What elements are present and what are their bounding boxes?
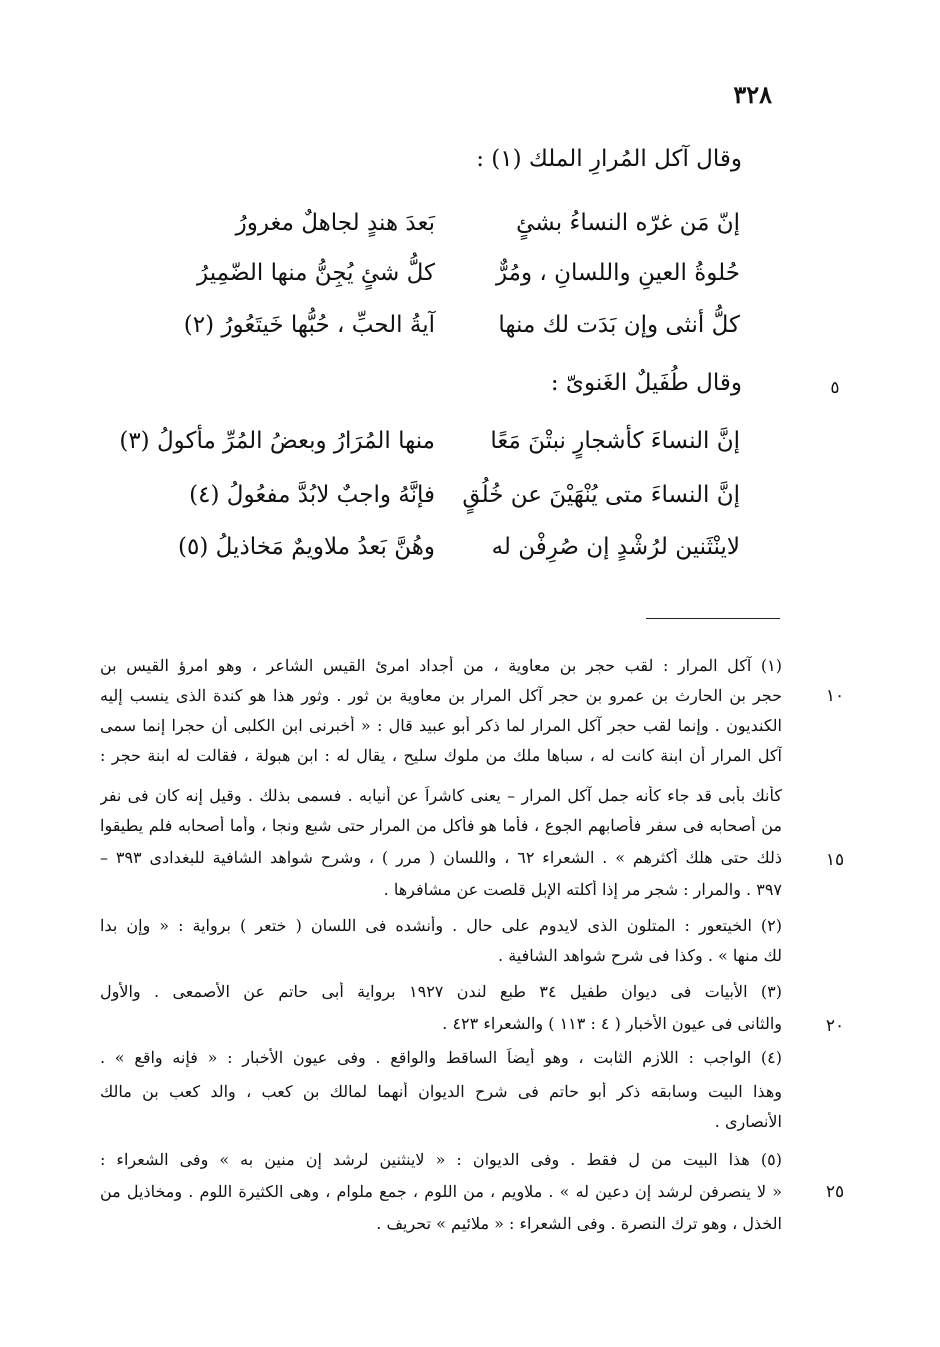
- verse-3: [120, 312, 740, 352]
- verse-4: [120, 428, 740, 468]
- verse-2: [120, 260, 740, 300]
- line-number-25: ٢٥: [825, 1182, 845, 1202]
- line-number-10: ١٠: [825, 686, 845, 706]
- verse-5: [120, 482, 740, 522]
- verse-4-first-hemistich: إنَّ النساءَ كأشجارٍ نبتْنَ مَعًا: [490, 428, 740, 454]
- line-number-15: ١٥: [825, 850, 845, 870]
- verse-2-first-hemistich: حُلوةُ العينِ واللسانِ ، ومُرٌّ: [495, 260, 740, 286]
- footnote-line: وهذا البيت وسابقه ذكر أبو حاتم فى شرح الديوان أنهما لمالك بن كعب ، والد كعب بن مالك: [100, 1082, 782, 1101]
- footnote-line: آكل المرار أن ابنة كانت له ، سباها ملك من ملوك سليح ، يقال له : ابن هبولة ، فقالت له ابنة حجر :: [100, 746, 782, 765]
- verse-3-second-hemistich: آيةُ الحبِّ ، حُبُّها خَيتَعُورُ (٢): [183, 312, 435, 338]
- footnote-line: الأنصارى .: [714, 1112, 782, 1131]
- footnote-line: « لا ينصرفن لرشد إن دعين له » . ملاويم ، من اللوم ، جمع ملوام ، وهى الكثيرة اللوم . ومخاذيل من: [100, 1182, 782, 1201]
- footnote-divider: [646, 618, 780, 619]
- footnote-line: ٣٩٧ . والمرار : شجر مر إذا أكلته الإبل قلصت عن مشافرها .: [383, 880, 782, 899]
- footnote-line: الكنديون . وإنما لقب حجر آكل المرار لما ذكر أبو عبيد قال : « أخبرنى ابن الكلبى أن حجرا إنما سمى: [100, 716, 782, 735]
- page-number: ٣٢٨: [733, 80, 772, 109]
- footnote-line: (٥) هذا البيت من ل فقط . وفى الديوان : « لاينثنين لرشد إن منين به » وفى الشعراء :: [100, 1150, 782, 1169]
- intro-line-1: وقال آكل المُرارِ الملك (١) :: [476, 146, 742, 172]
- footnote-line: (٤) الواجب : اللازم الثابت ، وهو أيضاً الساقط والواقع . وفى عيون الأخبار : « فإنه واقع » .: [100, 1048, 782, 1067]
- verse-5-second-hemistich: فإنَّهُ واجبٌ لابُدَّ مفعُولُ (٤): [189, 482, 435, 508]
- verse-1: [120, 210, 740, 250]
- footnote-line: حجر بن الحارث بن عمرو بن حجر آكل المرار بن معاوية بن ثور . وثور هذا هو كندة الذى ينسب إليه: [100, 686, 782, 705]
- footnote-line: الخذل ، وهو ترك النصرة . وفى الشعراء : « ملائيم » تحريف .: [376, 1214, 782, 1233]
- verse-4-second-hemistich: منها المُرَارُ وبعضُ المُرِّ مأكولُ (٣): [119, 428, 435, 454]
- verse-6-second-hemistich: وهُنَّ بَعدُ ملاويمٌ مَخاذيلُ (٥): [178, 534, 435, 560]
- footnote-line: ذلك حتى هلك أكثرهم » . الشعراء ٦٢ ، واللسان ( مرر ) ، وشرح شواهد الشافية للبغدادى ٣٩٣ –: [100, 848, 782, 867]
- line-number-5: ٥: [830, 378, 840, 398]
- footnote-line: من أصحابه فى سفر فأصابهم الجوع ، فأما هو فأكل من المرار حتى شبع ونجا ، وأما أصحابه فلم يطيقوا: [100, 816, 782, 835]
- footnote-line: لك منها » . وكذا فى شرح شواهد الشافية .: [498, 946, 782, 965]
- footnote-line: (٢) الخيتعور : المتلون الذى لايدوم على حال . وأنشده فى اللسان ( ختعر ) برواية : « وإن بدا: [100, 916, 782, 935]
- footnote-line: (٣) الأبيات فى ديوان طفيل ٣٤ طبع لندن ١٩٢٧ برواية أبى حاتم عن الأصمعى . والأول: [100, 982, 782, 1001]
- verse-3-first-hemistich: كلُّ أنثى وإن بَدَت لك منها: [498, 312, 740, 338]
- verse-6: [120, 534, 740, 574]
- verse-2-second-hemistich: كلُّ شئٍ يُجِنُّ منها الضّمِيرُ: [197, 260, 435, 286]
- footnote-line: (١) آكل المرار : لقب حجر بن معاوية ، من أجداد امرئ القيس الشاعر ، وهو امرؤ القيس بن: [100, 656, 782, 675]
- verse-5-first-hemistich: إنَّ النساءَ متى يُنْهَيْنَ عن خُلُقٍ: [462, 482, 740, 508]
- verse-1-first-hemistich: إنّ مَن غرّه النساءُ بشئٍ: [516, 210, 740, 236]
- intro-line-2: وقال طُفَيلٌ الغَنوىّ :: [550, 370, 742, 396]
- verse-6-first-hemistich: لاينْثَنين لرُشْدٍ إن صُرِفْن له: [491, 534, 740, 560]
- footnote-line: كأنك بأبى قد جاء كأنه جمل آكل المرار – يعنى كاشراً عن أنيابه . فسمى بذلك . وقيل إنه كان فى نفر: [100, 786, 782, 805]
- line-number-20: ٢٠: [825, 1016, 845, 1036]
- verse-1-second-hemistich: بَعدَ هندٍ لجاهلٌ مغرورُ: [235, 210, 435, 236]
- footnote-line: والثانى فى عيون الأخبار ( ٤ : ١١٣ ) والشعراء ٤٢٣ .: [442, 1014, 782, 1033]
